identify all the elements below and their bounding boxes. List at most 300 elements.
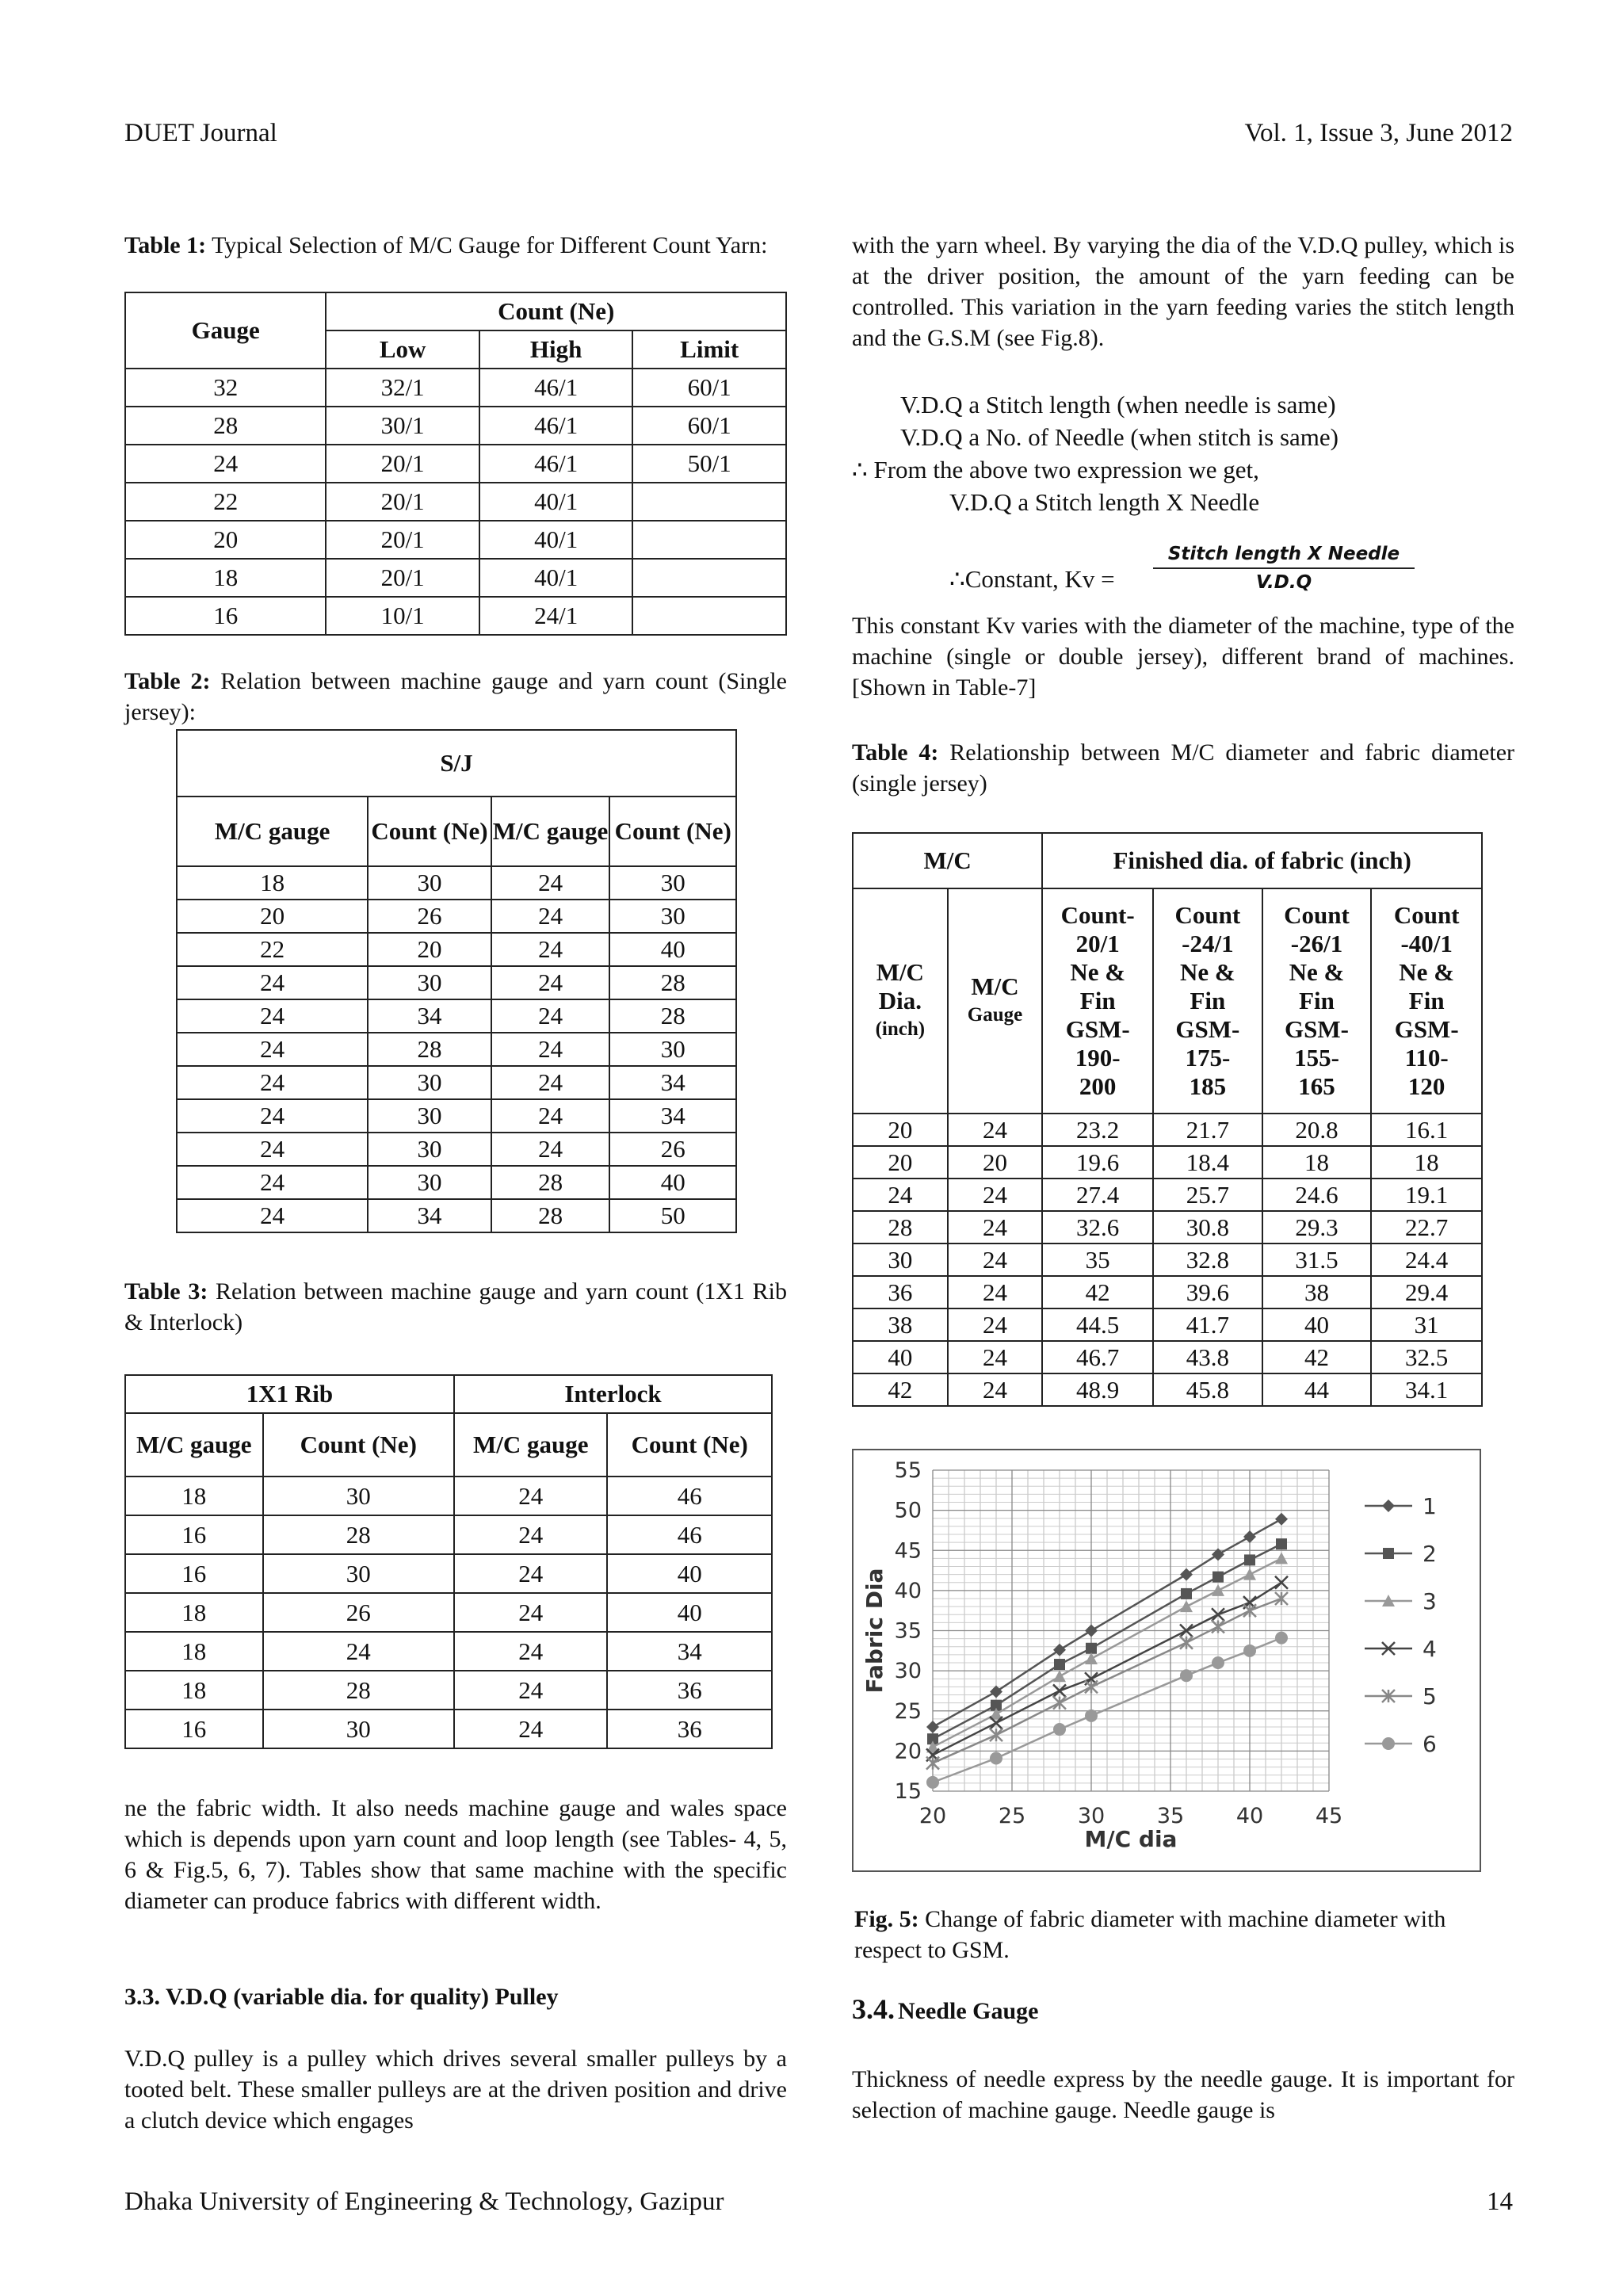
table3-cell: 24 <box>454 1632 608 1671</box>
table3-cell: 18 <box>125 1593 263 1632</box>
table4-row <box>853 1244 1482 1276</box>
chart-point-series-6 <box>1243 1645 1256 1657</box>
table3-cell: 18 <box>125 1671 263 1710</box>
table4-cell: 43.8 <box>1153 1341 1262 1373</box>
left-paragraph-2: V.D.Q pulley is a pulley which drives several smaller pulleys by a tooted belt. These smaller pulleys are at the driven position and drive a clutch device which engages <box>124 2046 787 2134</box>
table3-row <box>125 1477 772 1515</box>
table2-header-sj: S/J <box>177 730 736 797</box>
table1-cell: 32/1 <box>326 369 479 407</box>
chart-legend-label-6: 6 <box>1423 1731 1437 1757</box>
fig5-caption-text: Change of fabric diameter with machine diameter with respect to GSM. <box>854 1906 1446 1963</box>
table4-cell: 35 <box>1042 1244 1153 1276</box>
chart-point-series-1 <box>1180 1568 1193 1581</box>
table4-cell: 31.5 <box>1262 1244 1372 1276</box>
right-paragraph-1: with the yarn wheel. By varying the dia of the V.D.Q pulley, which is at the driver position, the amount of the yarn feeding can be controlled. This variation in the yarn feeding varies the stitch length and the G.S.M (see Fig.8). <box>852 232 1514 351</box>
table2 <box>176 729 737 1233</box>
table3-cell: 40 <box>607 1593 772 1632</box>
chart-point-series-2 <box>1244 1554 1255 1565</box>
table4-header-count-2 <box>1153 888 1262 1114</box>
table3-header-count: Count (Ne) <box>263 1413 454 1477</box>
table3-cell: 24 <box>454 1710 608 1748</box>
table4-cell: 20 <box>948 1146 1043 1179</box>
table2-cell: 24 <box>491 1066 610 1099</box>
formula-line-4: V.D.Q a Stitch length X Needle <box>949 488 1260 516</box>
table4-row <box>853 1114 1482 1146</box>
table4-header-line: 175- <box>1185 1044 1231 1072</box>
table1-cell: 46/1 <box>479 445 633 483</box>
volume-info: Vol. 1, Issue 3, June 2012 <box>1244 119 1513 147</box>
table4-cell: 32.5 <box>1371 1341 1482 1373</box>
table2-cell: 24 <box>177 966 368 999</box>
table3-title: Relation between machine gauge and yarn count (1X1 Rib & Interlock) <box>124 1278 787 1335</box>
table1-cell: 40/1 <box>479 483 633 521</box>
table2-label: Table 2: <box>124 668 211 694</box>
table2-cell: 34 <box>609 1066 736 1099</box>
table2-caption <box>124 666 787 728</box>
table1-row <box>125 559 786 597</box>
table2-cell: 30 <box>368 966 491 999</box>
table2-cell: 24 <box>177 1166 368 1199</box>
table2-row <box>177 1099 736 1133</box>
table3-header-count-2: Count (Ne) <box>607 1413 772 1477</box>
table4-header-line: Count <box>1174 901 1241 929</box>
table3-label: Table 3: <box>124 1278 208 1305</box>
table4-header-line: 200 <box>1079 1072 1117 1100</box>
table2-cell: 24 <box>177 1199 368 1232</box>
table4-header-line: Count- <box>1060 901 1135 929</box>
table2-title: Relation between machine gauge and yarn count (Single jersey): <box>124 668 787 725</box>
table2-cell: 40 <box>609 933 736 966</box>
table4-title: Relationship between M/C diameter and fabric diameter (single jersey) <box>852 739 1515 797</box>
table4-cell: 40 <box>853 1341 948 1373</box>
table2-row <box>177 1199 736 1232</box>
right-paragraph-3: Thickness of needle express by the needle gauge. It is important for selection of machine gauge. Needle gauge is <box>852 2066 1514 2123</box>
chart-point-series-5 <box>1243 1604 1256 1617</box>
table3-cell: 24 <box>454 1671 608 1710</box>
chart-y-tick-label: 25 <box>894 1698 922 1724</box>
table2-cell: 30 <box>609 866 736 900</box>
table3-cell: 24 <box>263 1632 454 1671</box>
table3 <box>124 1374 773 1749</box>
table1-cell: 20/1 <box>326 483 479 521</box>
table4-header-count-4 <box>1371 888 1482 1114</box>
table4-row <box>853 1308 1482 1341</box>
table4-header-line: GSM- <box>1175 1015 1240 1043</box>
table1-cell: 20 <box>125 521 326 559</box>
table3-cell: 46 <box>607 1515 772 1554</box>
table3-cell: 16 <box>125 1710 263 1748</box>
page-number: 14 <box>1487 2187 1513 2216</box>
table4-header-line: 185 <box>1189 1072 1227 1100</box>
table3-cell: 28 <box>263 1671 454 1710</box>
table4-header-line: Count <box>1284 901 1350 929</box>
table4-header-line: 190- <box>1075 1044 1121 1072</box>
table4-label: Table 4: <box>852 739 939 766</box>
table4-cell: 18.4 <box>1153 1146 1262 1179</box>
table2-cell: 28 <box>491 1166 610 1199</box>
table3-header-interlock: Interlock <box>454 1375 772 1413</box>
table3-cell: 36 <box>607 1710 772 1748</box>
table4 <box>852 832 1483 1407</box>
table4-header-count-3 <box>1262 888 1372 1114</box>
chart-x-tick-label: 40 <box>1235 1804 1264 1828</box>
table4-cell: 29.3 <box>1262 1211 1372 1244</box>
table2-cell: 18 <box>177 866 368 900</box>
table3-cell: 24 <box>454 1477 608 1515</box>
section-3-3-heading: 3.3. V.D.Q (variable dia. for quality) Pulley <box>124 1984 559 2010</box>
table4-cell: 20 <box>853 1114 948 1146</box>
table2-cell: 30 <box>368 1066 491 1099</box>
chart-legend-label-3: 3 <box>1423 1588 1437 1614</box>
table3-cell: 30 <box>263 1477 454 1515</box>
table1-cell <box>632 597 786 635</box>
formula-kv-denominator: V.D.Q <box>1255 572 1312 593</box>
table3-header-rib: 1X1 Rib <box>125 1375 454 1413</box>
chart-point-series-2 <box>1181 1588 1192 1599</box>
chart-point-series-1 <box>1275 1513 1288 1526</box>
table3-header-mc-gauge-2: M/C gauge <box>454 1413 608 1477</box>
table4-header-mc-dia <box>853 888 948 1114</box>
table4-cell: 24 <box>948 1373 1043 1406</box>
table4-cell: 24 <box>948 1244 1043 1276</box>
table1-cell: 32 <box>125 369 326 407</box>
table2-row <box>177 1066 736 1099</box>
chart-y-tick-label: 35 <box>894 1618 922 1644</box>
table4-cell: 38 <box>1262 1276 1372 1308</box>
table1-cell: 24 <box>125 445 326 483</box>
table4-caption <box>852 737 1514 799</box>
table4-header-line: GSM- <box>1394 1015 1459 1043</box>
table4-cell: 24 <box>853 1179 948 1211</box>
table1-cell: 22 <box>125 483 326 521</box>
section-3-4-title: Needle Gauge <box>898 1998 1039 2024</box>
fig5-chart-frame <box>852 1449 1481 1872</box>
chart-legend-marker-2 <box>1383 1548 1394 1559</box>
table2-cell: 24 <box>491 866 610 900</box>
table4-cell: 32.8 <box>1153 1244 1262 1276</box>
table2-row <box>177 1033 736 1066</box>
chart-point-series-5 <box>1212 1620 1224 1633</box>
table2-cell: 24 <box>491 933 610 966</box>
chart-point-series-5 <box>1180 1637 1193 1649</box>
chart-x-tick-label: 35 <box>1156 1804 1185 1828</box>
table4-cell: 21.7 <box>1153 1114 1262 1146</box>
table4-row <box>853 1146 1482 1179</box>
table4-cell: 19.1 <box>1371 1179 1482 1211</box>
chart-point-series-1 <box>1243 1530 1256 1543</box>
table4-cell: 45.8 <box>1153 1373 1262 1406</box>
table4-cell: 42 <box>1042 1276 1153 1308</box>
table4-cell: 24 <box>948 1341 1043 1373</box>
table2-row <box>177 1133 736 1166</box>
table1-cell <box>632 521 786 559</box>
table4-header-line: -24/1 <box>1182 930 1234 957</box>
left-paragraph-1: ne the fabric width. It also needs machine gauge and wales space which is depends upon yarn count and loop length (see Tables- 4, 5, 6 & Fig.5, 6, 7). Tables show that same machine with the specific diameter can produce fabrics with different width. <box>124 1795 787 1914</box>
table2-cell: 26 <box>368 900 491 933</box>
table4-cell: 46.7 <box>1042 1341 1153 1373</box>
table2-cell: 30 <box>609 1033 736 1066</box>
table4-cell: 20.8 <box>1262 1114 1372 1146</box>
table4-cell: 22.7 <box>1371 1211 1482 1244</box>
table1-cell: 50/1 <box>632 445 786 483</box>
table3-cell: 24 <box>454 1593 608 1632</box>
table3-header-mc-gauge: M/C gauge <box>125 1413 263 1477</box>
table1-cell: 40/1 <box>479 521 633 559</box>
table2-row <box>177 1166 736 1199</box>
chart-point-series-2 <box>1212 1572 1224 1583</box>
table3-cell: 46 <box>607 1477 772 1515</box>
table1-label: Table 1: <box>124 232 207 258</box>
table3-row <box>125 1632 772 1671</box>
table1-header-limit: Limit <box>632 330 786 369</box>
table4-cell: 30.8 <box>1153 1211 1262 1244</box>
table2-cell: 24 <box>177 999 368 1033</box>
chart-x-axis-label: M/C dia <box>1084 1826 1178 1852</box>
table4-cell: 31 <box>1371 1308 1482 1341</box>
table1-title: Typical Selection of M/C Gauge for Different Count Yarn: <box>212 232 768 258</box>
table2-row <box>177 966 736 999</box>
table4-cell: 42 <box>853 1373 948 1406</box>
table3-cell: 18 <box>125 1477 263 1515</box>
chart-y-tick-label: 30 <box>894 1659 922 1684</box>
table1-cell: 30/1 <box>326 407 479 445</box>
table3-row <box>125 1710 772 1748</box>
table2-cell: 24 <box>177 1033 368 1066</box>
table3-cell: 26 <box>263 1593 454 1632</box>
table2-cell: 34 <box>368 999 491 1033</box>
chart-y-axis-label: Fabric Dia <box>861 1568 888 1694</box>
formula-line-1: V.D.Q a Stitch length (when needle is same) <box>900 391 1336 418</box>
table2-row <box>177 999 736 1033</box>
table1-row <box>125 483 786 521</box>
chart-y-tick-label: 20 <box>894 1739 922 1764</box>
table4-header-line: 155- <box>1294 1044 1339 1072</box>
table4-cell: 20 <box>853 1146 948 1179</box>
table1-cell: 20/1 <box>326 559 479 597</box>
table4-header-line: Fin <box>1079 987 1116 1014</box>
footer-institution: Dhaka University of Engineering & Technology, Gazipur <box>124 2187 724 2216</box>
table2-cell: 20 <box>177 900 368 933</box>
table4-header-line: Fin <box>1190 987 1226 1014</box>
table2-row <box>177 933 736 966</box>
chart-y-tick-label: 55 <box>894 1458 922 1483</box>
table2-row <box>177 900 736 933</box>
table4-cell: 24 <box>948 1211 1043 1244</box>
table1-caption <box>124 230 787 261</box>
table4-header-line: Ne & <box>1070 958 1126 986</box>
chart-legend-marker-6 <box>1382 1737 1395 1750</box>
fig5-label: Fig. 5: <box>854 1906 919 1932</box>
table1-cell: 18 <box>125 559 326 597</box>
table4-cell: 44 <box>1262 1373 1372 1406</box>
table4-cell: 48.9 <box>1042 1373 1153 1406</box>
table2-cell: 24 <box>491 1099 610 1133</box>
chart-point-series-6 <box>1275 1632 1288 1645</box>
chart-point-series-6 <box>1053 1723 1066 1736</box>
chart-point-series-6 <box>1085 1710 1098 1722</box>
table4-cell: 40 <box>1262 1308 1372 1341</box>
table2-cell: 24 <box>491 999 610 1033</box>
table4-cell: 25.7 <box>1153 1179 1262 1211</box>
table3-cell: 36 <box>607 1671 772 1710</box>
table4-row <box>853 1341 1482 1373</box>
table2-cell: 28 <box>609 999 736 1033</box>
table2-cell: 22 <box>177 933 368 966</box>
table4-cell: 41.7 <box>1153 1308 1262 1341</box>
table2-cell: 28 <box>491 1199 610 1232</box>
fig5-chart <box>854 1450 1480 1870</box>
table2-cell: 34 <box>368 1199 491 1232</box>
table2-cell: 24 <box>177 1099 368 1133</box>
table4-cell: 23.2 <box>1042 1114 1153 1146</box>
chart-y-tick-label: 45 <box>894 1538 922 1564</box>
table3-cell: 30 <box>263 1554 454 1593</box>
table4-cell: 38 <box>853 1308 948 1341</box>
chart-point-series-6 <box>1212 1656 1224 1669</box>
table3-cell: 40 <box>607 1554 772 1593</box>
right-paragraph-2: This constant Kv varies with the diameter of the machine, type of the machine (single or double jersey), different brand of machines. [Shown in Table-7] <box>852 613 1514 701</box>
table3-row <box>125 1671 772 1710</box>
table3-cell: 16 <box>125 1554 263 1593</box>
table1-cell: 28 <box>125 407 326 445</box>
chart-legend-label-5: 5 <box>1423 1683 1437 1710</box>
formula-kv-numerator: Stitch length X Needle <box>1153 544 1415 569</box>
table1-cell: 60/1 <box>632 369 786 407</box>
table3-cell: 30 <box>263 1710 454 1748</box>
formula-line-2: V.D.Q a No. of Needle (when stitch is same) <box>900 423 1338 451</box>
table4-header-count-1 <box>1042 888 1153 1114</box>
chart-point-series-6 <box>926 1776 939 1789</box>
table1-cell: 16 <box>125 597 326 635</box>
table4-header-line: -26/1 <box>1290 930 1343 957</box>
table1-cell: 40/1 <box>479 559 633 597</box>
table4-cell: 16.1 <box>1371 1114 1482 1146</box>
chart-point-series-6 <box>990 1752 1002 1764</box>
table4-header-line: 120 <box>1407 1072 1445 1100</box>
chart-legend-label-2: 2 <box>1423 1541 1437 1567</box>
table4-cell: 24 <box>948 1114 1043 1146</box>
chart-x-tick-label: 30 <box>1077 1804 1106 1828</box>
table2-cell: 28 <box>609 966 736 999</box>
table2-cell: 50 <box>609 1199 736 1232</box>
table1 <box>124 292 787 636</box>
table4-cell: 24.6 <box>1262 1179 1372 1211</box>
table4-cell: 19.6 <box>1042 1146 1153 1179</box>
chart-point-series-1 <box>926 1721 939 1733</box>
table2-row <box>177 866 736 900</box>
table2-cell: 40 <box>609 1166 736 1199</box>
table3-row <box>125 1515 772 1554</box>
table1-cell: 46/1 <box>479 369 633 407</box>
table2-cell: 24 <box>177 1066 368 1099</box>
table4-header-mc-gauge <box>948 888 1043 1114</box>
table4-cell: 27.4 <box>1042 1179 1153 1211</box>
table3-cell: 18 <box>125 1632 263 1671</box>
formula-line-3: ∴ From the above two expression we get, <box>852 456 1259 483</box>
table3-cell: 24 <box>454 1554 608 1593</box>
table1-row <box>125 597 786 635</box>
table4-cell: 24.4 <box>1371 1244 1482 1276</box>
table4-cell: 18 <box>1371 1146 1482 1179</box>
table1-cell: 46/1 <box>479 407 633 445</box>
section-3-4-heading <box>852 1992 1038 2026</box>
table1-cell: 20/1 <box>326 521 479 559</box>
chart-point-series-2 <box>1054 1659 1065 1670</box>
table4-header-line: 165 <box>1298 1072 1335 1100</box>
chart-point-series-6 <box>1180 1669 1193 1682</box>
table4-header-mc-dia-label: M/C Dia. <box>876 958 924 1014</box>
table4-cell: 24 <box>948 1179 1043 1211</box>
table2-cell: 30 <box>368 1133 491 1166</box>
table2-cell: 24 <box>491 900 610 933</box>
fig5-caption <box>854 1904 1504 1966</box>
table2-cell: 24 <box>491 966 610 999</box>
table4-header-line: 20/1 <box>1075 930 1120 957</box>
table3-row <box>125 1593 772 1632</box>
table4-row <box>853 1373 1482 1406</box>
chart-legend-label-4: 4 <box>1423 1636 1437 1662</box>
table4-row <box>853 1211 1482 1244</box>
table4-cell: 30 <box>853 1244 948 1276</box>
table1-cell: 20/1 <box>326 445 479 483</box>
table2-cell: 30 <box>368 1166 491 1199</box>
table2-cell: 30 <box>368 1099 491 1133</box>
chart-point-series-2 <box>1276 1538 1287 1549</box>
table2-header-count: Count (Ne) <box>368 797 491 866</box>
table3-cell: 16 <box>125 1515 263 1554</box>
table4-header-line: 110- <box>1404 1044 1449 1072</box>
formula-kv-lhs: ∴Constant, Kv = <box>949 565 1115 593</box>
table2-cell: 34 <box>609 1099 736 1133</box>
table1-cell <box>632 483 786 521</box>
chart-point-series-5 <box>926 1757 939 1770</box>
journal-name: DUET Journal <box>124 119 277 147</box>
table4-header-mc-gauge-bottom: Gauge <box>967 1004 1023 1026</box>
table1-header-gauge: Gauge <box>125 292 326 369</box>
table4-header-finished: Finished dia. of fabric (inch) <box>1042 833 1482 888</box>
table1-cell <box>632 559 786 597</box>
table4-cell: 39.6 <box>1153 1276 1262 1308</box>
table4-header-line: Count <box>1393 901 1460 929</box>
table4-cell: 44.5 <box>1042 1308 1153 1341</box>
table4-cell: 24 <box>948 1276 1043 1308</box>
table2-cell: 24 <box>177 1133 368 1166</box>
table4-header-line: -40/1 <box>1400 930 1453 957</box>
table2-cell: 20 <box>368 933 491 966</box>
table2-cell: 30 <box>609 900 736 933</box>
table4-cell: 34.1 <box>1371 1373 1482 1406</box>
table4-cell: 32.6 <box>1042 1211 1153 1244</box>
table4-header-line: GSM- <box>1285 1015 1349 1043</box>
table4-header-inch: (inch) <box>875 1018 926 1040</box>
table1-header-count: Count (Ne) <box>326 292 786 330</box>
table4-header-line: Fin <box>1299 987 1335 1014</box>
chart-legend-label-1: 1 <box>1423 1493 1437 1519</box>
table3-cell: 24 <box>454 1515 608 1554</box>
table4-header-line: GSM- <box>1065 1015 1130 1043</box>
chart-legend-marker-1 <box>1382 1499 1395 1512</box>
table2-header-mc-gauge-2: M/C gauge <box>491 797 610 866</box>
table2-cell: 28 <box>368 1033 491 1066</box>
table4-row <box>853 1179 1482 1211</box>
chart-point-series-2 <box>1086 1643 1097 1654</box>
table4-header-line: Ne & <box>1179 958 1235 986</box>
formula-kv-fraction <box>1153 544 1415 593</box>
chart-y-tick-label: 15 <box>894 1779 922 1804</box>
table4-cell: 42 <box>1262 1341 1372 1373</box>
table4-header-mc-gauge-top: M/C <box>971 972 1019 1000</box>
chart-x-tick-label: 45 <box>1315 1804 1343 1828</box>
